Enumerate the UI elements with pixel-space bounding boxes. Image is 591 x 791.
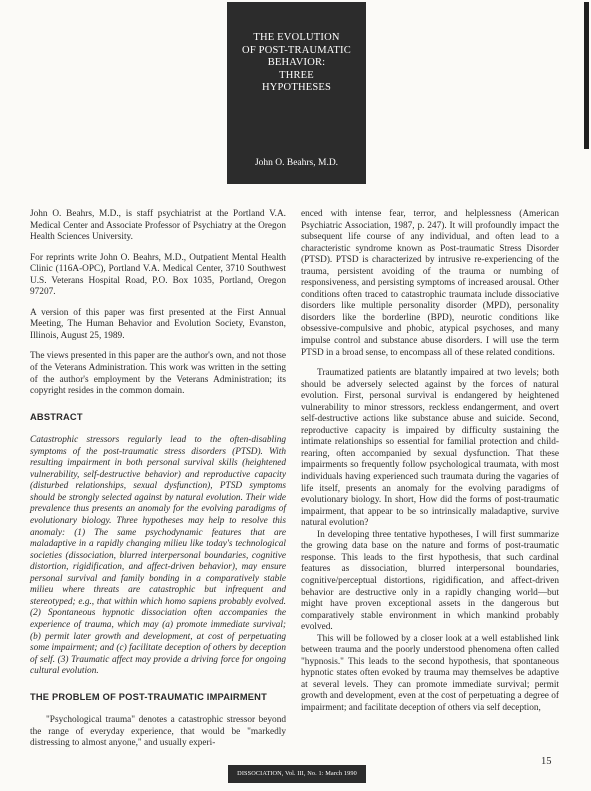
affiliation-note: John O. Beahrs, M.D., is staff psychiatrist at the Portland V.A. Medical Center and Associate Professor of Psychiatry at the Oregon Health Sciences University.	[30, 209, 286, 243]
body-paragraph: enced with intense fear, terror, and helplessness (American Psychiatric Association, 1987, p. 247). It will profoundly impact the subsequent life course of any individual, and often lead to a characteristic syndrome known as Post-traumatic Stress Disorder (PTSD). PTSD is characterized by intrusive re-experiencing of the trauma, persistent avoiding of the trauma or numbing of responsiveness, and persisting symptoms of increased arousal. Other conditions often traced to catastrophic traumata include dissociative disorders like multiple personality disorder (MPD), personality disorders like the borderline (BPD), neurotic conditions like obsessive-compulsive and phobic, atypical psychoses, and many impulse control and substance abuse disorders. I will use the term PTSD in a broad sense, to encompass all of these related conditions.	[301, 209, 559, 358]
reprints-note: For reprints write John O. Beahrs, M.D., Outpatient Mental Health Clinic (116A-OPC), Portland V.A. Medical Center, 3710 Southwest U.S. Veterans Hospital Road, P.O. Box 1035, Portland, Oregon 97207.	[30, 252, 286, 298]
page-number: 15	[541, 756, 552, 767]
section-paragraph: "Psychological trauma" denotes a catastrophic stressor beyond the range of everyday experience, that would be "markedly distressing to almost anyone," and usually experi-	[30, 715, 286, 749]
abstract-heading: ABSTRACT	[30, 411, 83, 422]
author-name: John O. Beahrs, M.D.	[254, 158, 339, 168]
body-paragraph: This will be followed by a closer look at a well established link between trauma and the poorly understood phenomena often called "hypnosis." This leads to the second hypothesis, that spontaneous hypnotic states often evoked by trauma may themselves be adaptive at several levels. They can promote immediate survival; permit growth and development, even at the cost of perpetuating a degree of impairment; and facilitate deception of others via self deception,	[301, 633, 559, 713]
edge-bar	[584, 2, 589, 149]
article-title: THE EVOLUTION OF POST-TRAUMATIC BEHAVIOR: THREE HYPOTHESES	[242, 32, 351, 93]
disclaimer-note: The views presented in this paper are the author's own, and not those of the Veterans Administration. This work was written in the setting of the author's employment by the Veterans Administration; its copyright resides in the common domain.	[30, 351, 286, 397]
title-banner	[227, 2, 366, 184]
body-paragraph: Traumatized patients are blatantly impaired at two levels; both should be adversely selected against by the forces of natural evolution. First, personal survival is endangered by heightened vulnerability to minor stressors, reckless endangerment, and overt self-destructive actions like substance abuse and suicide. Second, reproductive capacity is impaired by difficulty sustaining the intimate relationships so essential for familial protection and child-rearing, often accompanied by sexual dysfunction. That these impairments so frequently follow psychological traumata, with most individuals having experienced such traumata during the vagaries of life itself, presents an anomaly for the evolving paradigms of evolutionary biology. In short, How did the forms of post-traumatic impairment, that appear to be so intrinsically maladaptive, survive natural evolution?	[301, 368, 559, 529]
left-column	[30, 209, 286, 750]
section-heading: THE PROBLEM OF POST-TRAUMATIC IMPAIRMENT	[30, 691, 267, 702]
abstract-text: Catastrophic stressors regularly lead to the often-disabling symptoms of the post-traumatic stress disorders (PTSD). With resulting impairment in both personal survival skills (heightened vulnerability, self-destructive behavior) and reproductive capacity (disturbed relationships, sexual dysfunction), PTSD symptoms should be strongly selected against by natural evolution. Their wide prevalence thus presents an anomaly for the evolving paradigms of evolutionary biology. Three hypotheses may help to resolve this anomaly: (1) The same psychodynamic features that are maladaptive in a rapidly changing milieu like today's technological societies (dissociation, blurred interpersonal boundaries, cognitive distortion, rigidification, and affect-driven behavior), may ensure personal survival and family bonding in a comparatively stable milieu where threats are catastrophic but infrequent and stereotyped; e.g., that within which homo sapiens probably evolved. (2) Spontaneous hypnotic dissociation often accompanies the experience of trauma, which may (a) promote immediate survival; (b) permit later growth and development, at cost of perpetuating some impairment; and (c) facilitate deception of others by deception of self. (3) Traumatic affect may provide a driving force for ongoing cultural evolution.	[30, 435, 286, 677]
presentation-note: A version of this paper was first presented at the First Annual Meeting, The Human Behavior and Evolution Society, Evanston, Illinois, August 25, 1989.	[30, 307, 286, 341]
journal-footer: DISSOCIATION, Vol. III, No. 1: March 1990	[228, 765, 366, 783]
body-paragraph: In developing three tentative hypotheses, I will first summarize the growing data base on the nature and forms of post-traumatic response. This leads to the first hypothesis, that such cardinal features as dissociation, blurred interpersonal boundaries, cognitive/perceptual distortions, rigidification, and affect-driven behavior are destructive only in a rapidly changing world—but might have proven exceptional assets in the dangerous but comparatively stable environment in which mankind probably evolved.	[301, 529, 559, 633]
right-column	[301, 209, 559, 715]
